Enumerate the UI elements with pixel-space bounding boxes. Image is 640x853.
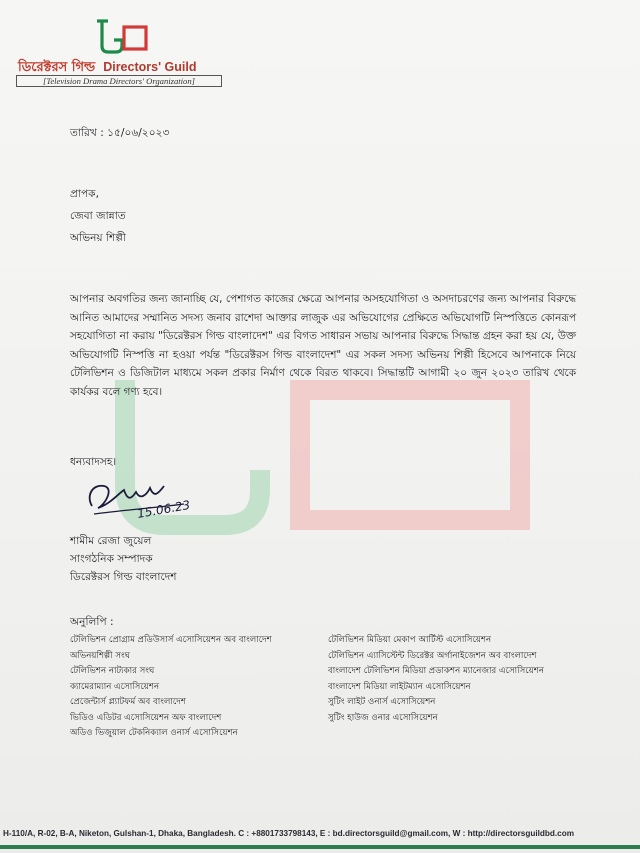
signatory-org: ডিরেক্টরস গিল্ড বাংলাদেশ — [70, 571, 177, 583]
cc-title: অনুলিপি : — [70, 616, 114, 628]
signatory-block — [70, 534, 177, 588]
cc-item: সুটিং হাউজ ওনার এসোসিয়েশন — [328, 712, 438, 723]
cc-item: বাংলাদেশ মিডিয়া লাইটম্যান এসোসিয়েশন — [328, 681, 471, 692]
org-name-en: Directors' Guild — [103, 60, 197, 74]
cc-list-right — [328, 633, 544, 726]
cc-item: প্রেজেন্টার্স প্ল্যাটফর্ম অব বাংলাদেশ — [70, 697, 186, 707]
cc-item: সুটিং লাইট ওনার্স এসোসিয়েশন — [328, 697, 436, 707]
cc-item: অভিনয়শিল্পী সংঘ — [70, 650, 131, 661]
recipient-title: অভিনয় শিল্পী — [70, 232, 126, 244]
recipient-label: প্রাপক, — [70, 188, 99, 200]
closing: ধন্যবাদসহ। — [70, 456, 117, 468]
cc-item: ভিডিও এডিটর এসোসিয়েশন অফ বাংলাদেশ — [70, 712, 222, 723]
org-name-bn: ডিরেক্টরস গিল্ড — [18, 60, 96, 75]
letter-body: আপনার অবগতির জন্য জানাচ্ছি যে, পেশাগত কাজের ক্ষেত্রে আপনার অসহযোগিতা ও অসদাচরণের জন্য আপনার বিরুদ্ধে আনিত আমাদের সম্মানিত সদস্য জনাব রাশেদা আক্তার লাজুক এর অভিযোগের প্রেক্ষিতে অভিযোগটি নিস্পত্তিতে কোনরূপ সহযোগিতা না করায় "ডিরেক্টরস গিল্ড বাংলাদেশ" এর বিগত সাধারন সভায় আপনার বিরুদ্ধে সিদ্ধান্ত গ্রহন করা হয় যে, উক্ত অভিযোগটি নিস্পত্তি না হওয়া পর্যন্ত "ডিরেক্টরস গিল্ড বাংলাদেশ" এর সকল সদস্য অভিনয় শিল্পী হিসেবে আপনাকে নিয়ে টেলিভিশন ও ডিজিটাল মাধ্যমে সকল প্রকার নির্মাণ থেকে বিরত থাকবে। সিদ্ধান্তটি আগামী ২০ জুন ২০২৩ তারিখ থেকে কার্যকর বলে গণ্য হবে। — [70, 293, 576, 398]
letter-date: তারিখ : ১৫/০৬/২০২৩ — [70, 127, 170, 139]
signatory-name: শামীম রেজা জুয়েল — [70, 535, 152, 547]
footer-rule — [0, 845, 640, 849]
footer-contact: H-110/A, R-02, B-A, Niketon, Gulshan-1, Dhaka, Bangladesh. C : +8801733798143, E : bd.directorsguild@gmail.com, W : http://directorsguildbd.com — [3, 829, 575, 838]
org-tagline: [Television Drama Directors' Organization] — [16, 75, 222, 87]
cc-item: টেলিভিশন প্রোগ্রাম প্রডিউসার্স এসোসিয়েশন অব বাংলাদেশ — [70, 635, 272, 645]
cc-item: ক্যামেরাম্যান এসোসিয়েশন — [70, 681, 160, 692]
cc-item: অডিও ভিজুয়াল টেকনিক্যাল ওনার্স এসোসিয়েশন — [70, 728, 238, 738]
cc-list-left — [70, 633, 272, 742]
cc-item: টেলিভিশন নাট্যকার সংঘ — [70, 666, 155, 676]
cc-item: টেলিভিশন মিডিয়া মেকাপ আর্টিস্ট এসোসিয়েশন — [328, 635, 492, 645]
signature-date: 15.06.23 — [136, 497, 192, 521]
recipient-block — [70, 187, 126, 253]
recipient-name: জেবা জান্নাত — [70, 210, 126, 222]
directors-guild-logo-icon — [94, 18, 150, 56]
cc-item: বাংলাদেশ টেলিভিশন মিডিয়া প্রডাকশন ম্যানেজার এসোসিয়েশন — [328, 666, 544, 676]
cc-item: টেলিভিশন এ্যাসিস্টেন্ট ডিরেক্টর অর্গানাইজেশন অব বাংলাদেশ — [328, 650, 537, 661]
signatory-title: সাংগঠনিক সম্পাদক — [70, 553, 153, 565]
signature — [84, 474, 214, 526]
